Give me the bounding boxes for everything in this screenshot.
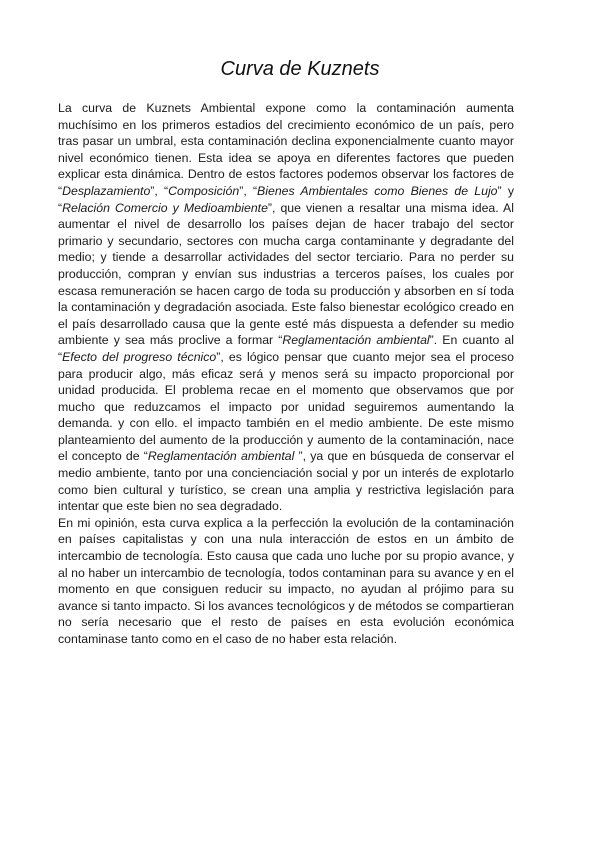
p1-text-5: ”, que vienen a resaltar una misma idea. Al aumentar el nivel de desarrollo los países dejan de hacer trabajo del sector primario y secundario, sectores con mucha carga contaminante y degradante del medio; y tiende a desarrollar actividades del sector terciario. Para no perder su producción, compran y envían sus industrias a terceros países, los cuales por escasa remuneración se hacen cargo de toda su producción y absorben en sí toda la contaminación y degradación asociada. Este falso bienestar ecológico creado en el país desarrollado causa que la gente esté más dispuesta a defender su medio ambiente y sea más proclive a formar “ <box>58 200 514 348</box>
term-desplazamiento: Desplazamiento <box>62 183 151 198</box>
term-reglamentacion-2: Reglamentación ambiental <box>147 449 299 464</box>
p1-text-4: ” y “ <box>58 183 514 215</box>
term-reglamentacion-1: Reglamentación ambiental <box>282 333 430 348</box>
page-title: Curva de Kuznets <box>220 58 380 80</box>
p1-text-1: La curva de Kuznets Ambiental expone como la contaminación aumenta muchísimo en los primeros estadios del crecimiento económico de un país, pero tras pasar un umbral, esta contaminación declina exponencialmente cuanto mayor nivel económico tienen. Esta idea se apoya en diferentes factores que pueden explicar esta dinámica. Dentro de estos factores podemos observar los factores de “ <box>58 101 514 198</box>
p1-text-2: ”, “ <box>150 183 169 198</box>
p1-text-3: ”, “ <box>239 183 258 198</box>
term-bienes-ambientales: Bienes Ambientales como Bienes de Lujo <box>257 183 498 198</box>
paragraph-1 <box>58 100 514 515</box>
term-relacion-comercio: Relación Comercio y Medioambiente <box>62 200 268 215</box>
p1-text-6: ”. En cuanto al “ <box>58 333 515 364</box>
term-efecto-progreso: Efecto del progreso técnico <box>62 349 217 364</box>
p1-text-8: ”, ya que en búsqueda de conservar el medio ambiente, tanto por una concienciación social y por un interés de explotarlo como bien cultural y turístico, se crean una amplia y restrictiva legislación para intentar que este bien no sea degradado. <box>58 449 514 514</box>
document-body <box>58 100 514 648</box>
p1-text-7: ”, es lógico pensar que cuanto mejor sea el proceso para producir algo, más eficaz será y menos será su impacto proporcional por unidad producida. El problema recae en el momento que observamos que por mucho que reduzcamos el impacto por unidad seguiremos aumentando la demanda. y con ello. el impacto también en el medio ambiente. De este mismo planteamiento del aumento de la producción y aumento de la contaminación, nace el concepto de “ <box>58 349 514 464</box>
term-composicion: Composición <box>168 183 240 198</box>
paragraph-2: En mi opinión, esta curva explica a la perfección la evolución de la contaminación en países capitalistas y con una nula interacción de estos en un ámbito de intercambio de tecnología. Esto causa que cada uno luche por su propio avance, y al no haber un intercambio de tecnología, todos contaminan para su avance y en el momento en que consiguen reducir su impacto, no ayudan al prójimo para su avance si tanto impacto. Si los avances tecnológicos y de métodos se compartieran no sería necesario que el resto de países en esta evolución económica contaminase tanto como en el caso de no haber esta relación. <box>58 515 514 646</box>
